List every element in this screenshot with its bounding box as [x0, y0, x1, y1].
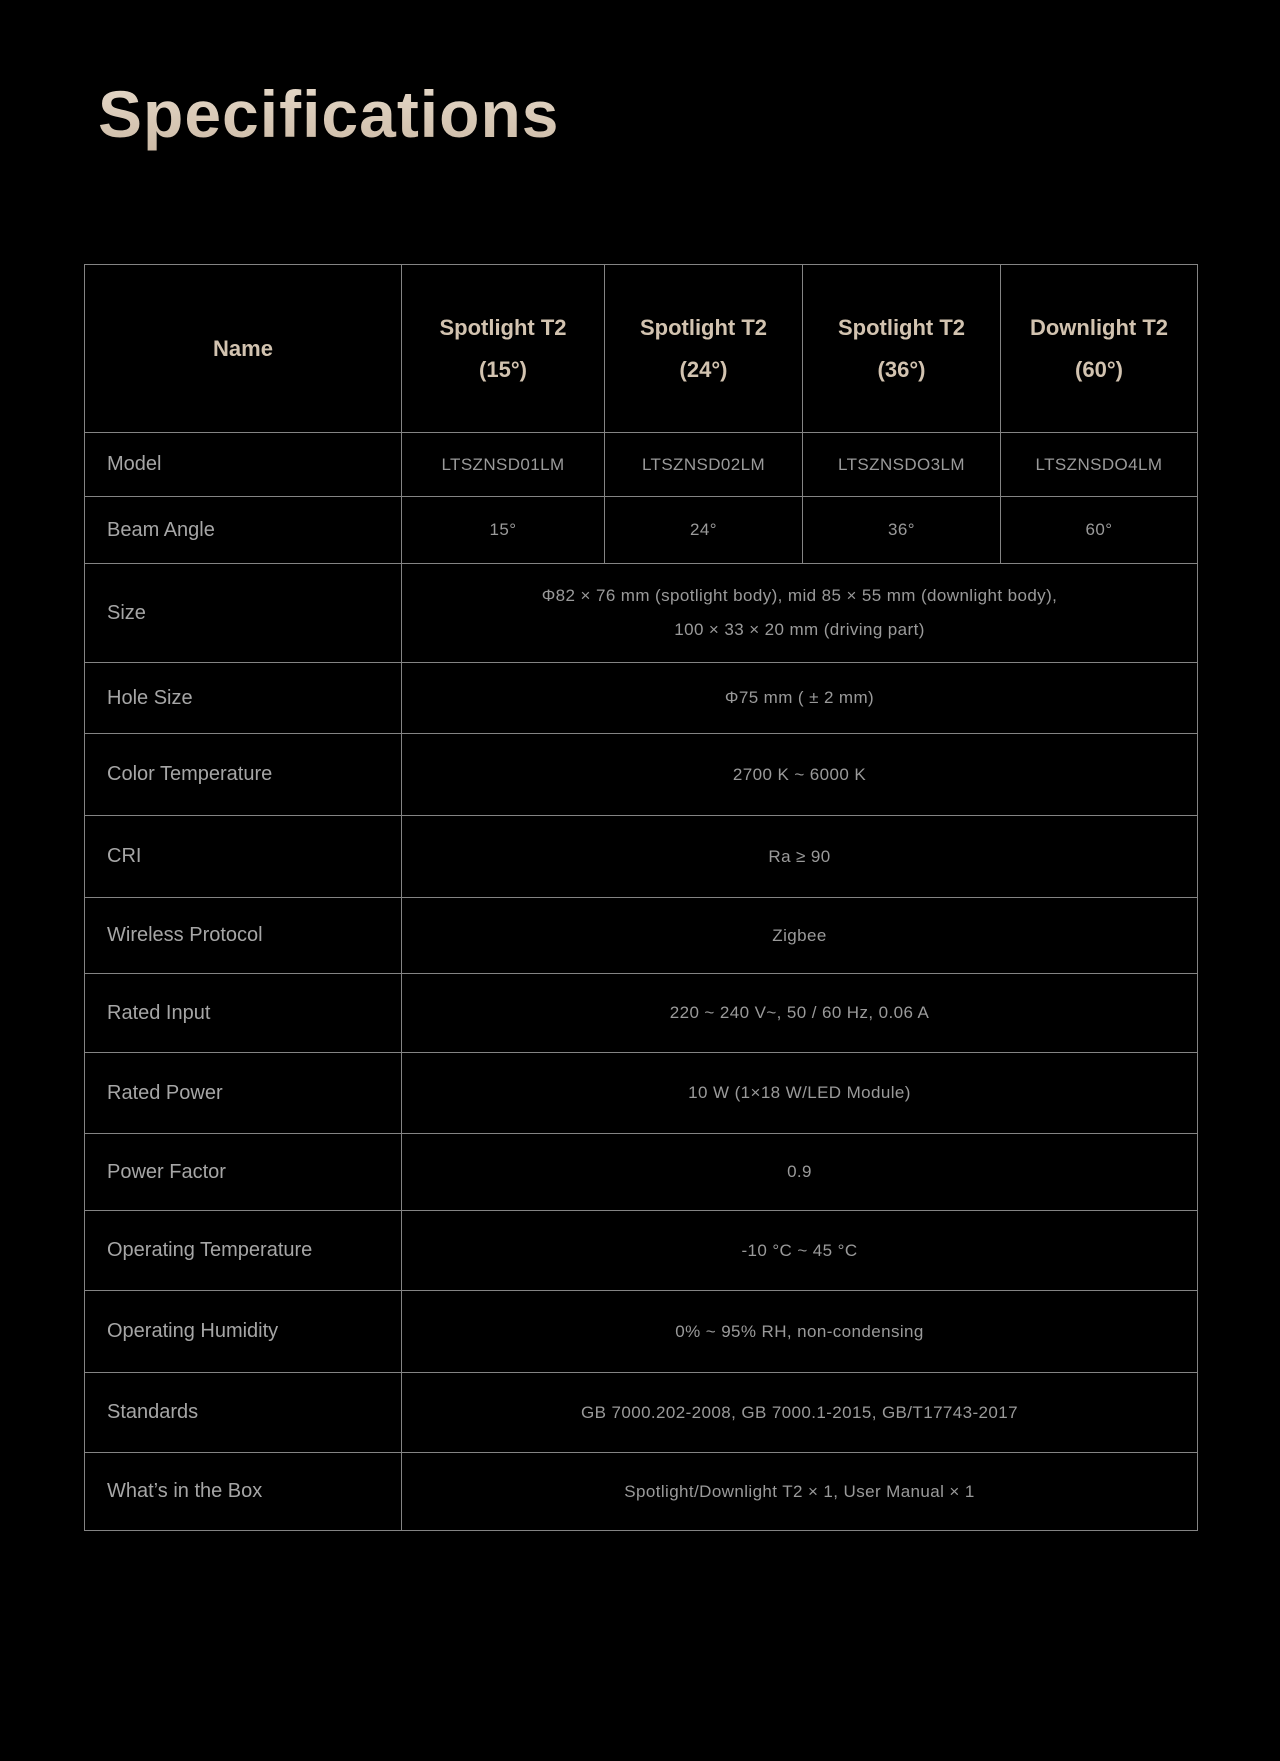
header-name: Name [85, 265, 402, 433]
whats-in-the-box-value: Spotlight/Downlight T2 × 1, User Manual × 1 [402, 1453, 1198, 1531]
table-row-beam-angle [85, 497, 1198, 564]
row-label-rated-input: Rated Input [85, 974, 402, 1053]
hole-size-value: Φ75 mm ( ± 2 mm) [402, 663, 1198, 734]
header-product-name: Spotlight T2 [439, 314, 567, 340]
beam-angle-value-3: 36° [803, 497, 1001, 564]
model-value-3: LTSZNSDO3LM [803, 433, 1001, 497]
page-title: Specifications [98, 77, 560, 151]
row-label-wireless-protocol: Wireless Protocol [85, 898, 402, 974]
row-label-cri: CRI [85, 816, 402, 898]
rated-input-value: 220 ~ 240 V~, 50 / 60 Hz, 0.06 A [402, 974, 1198, 1053]
row-label-operating-humidity: Operating Humidity [85, 1291, 402, 1373]
beam-angle-value-2: 24° [605, 497, 803, 564]
table-row-operating-temperature [85, 1211, 1198, 1291]
model-value-4: LTSZNSDO4LM [1001, 433, 1198, 497]
table-row-rated-input [85, 974, 1198, 1053]
wireless-protocol-value: Zigbee [402, 898, 1198, 974]
row-label-rated-power: Rated Power [85, 1053, 402, 1134]
color-temperature-value: 2700 K ~ 6000 K [402, 734, 1198, 816]
table-row-standards [85, 1373, 1198, 1453]
row-label-operating-temperature: Operating Temperature [85, 1211, 402, 1291]
operating-humidity-value: 0% ~ 95% RH, non-condensing [402, 1291, 1198, 1373]
model-value-2: LTSZNSD02LM [605, 433, 803, 497]
row-label-size: Size [85, 564, 402, 663]
row-label-color-temperature: Color Temperature [85, 734, 402, 816]
header-spotlight-36 [803, 265, 1001, 433]
table-row-cri [85, 816, 1198, 898]
model-value-1: LTSZNSD01LM [402, 433, 605, 497]
header-beam-angle: (15°) [479, 356, 527, 382]
standards-value: GB 7000.202-2008, GB 7000.1-2015, GB/T17743-2017 [402, 1373, 1198, 1453]
table-row-wireless-protocol [85, 898, 1198, 974]
table-header-row [85, 265, 1198, 433]
power-factor-value: 0.9 [402, 1134, 1198, 1211]
size-value-line-1: Φ82 × 76 mm (spotlight body), mid 85 × 55 mm (downlight body), [541, 586, 1058, 605]
size-value [402, 564, 1198, 663]
operating-temperature-value: -10 °C ~ 45 °C [402, 1211, 1198, 1291]
row-label-power-factor: Power Factor [85, 1134, 402, 1211]
header-beam-angle: (24°) [679, 356, 728, 382]
row-label-model: Model [85, 433, 402, 497]
rated-power-value: 10 W (1×18 W/LED Module) [402, 1053, 1198, 1134]
row-label-standards: Standards [85, 1373, 402, 1453]
beam-angle-value-1: 15° [402, 497, 605, 564]
table-row-whats-in-the-box [85, 1453, 1198, 1531]
row-label-beam-angle: Beam Angle [85, 497, 402, 564]
header-downlight-60 [1001, 265, 1198, 433]
table-row-size [85, 564, 1198, 663]
size-value-line-2: 100 × 33 × 20 mm (driving part) [674, 620, 925, 639]
table-row-operating-humidity [85, 1291, 1198, 1373]
row-label-hole-size: Hole Size [85, 663, 402, 734]
header-spotlight-24 [605, 265, 803, 433]
header-beam-angle: (60°) [1075, 356, 1123, 382]
header-product-name: Spotlight T2 [837, 314, 966, 340]
header-product-name: Downlight T2 [1029, 314, 1169, 340]
header-beam-angle: (36°) [877, 356, 926, 382]
beam-angle-value-4: 60° [1001, 497, 1198, 564]
row-label-whats-in-the-box: What’s in the Box [85, 1453, 402, 1531]
table-row-rated-power [85, 1053, 1198, 1134]
table-row-model [85, 433, 1198, 497]
header-product-name: Spotlight T2 [639, 314, 768, 340]
cri-value: Ra ≥ 90 [402, 816, 1198, 898]
table-row-hole-size [85, 663, 1198, 734]
table-row-color-temperature [85, 734, 1198, 816]
header-spotlight-15 [402, 265, 605, 433]
specifications-table [84, 264, 1198, 1531]
table-row-power-factor [85, 1134, 1198, 1211]
